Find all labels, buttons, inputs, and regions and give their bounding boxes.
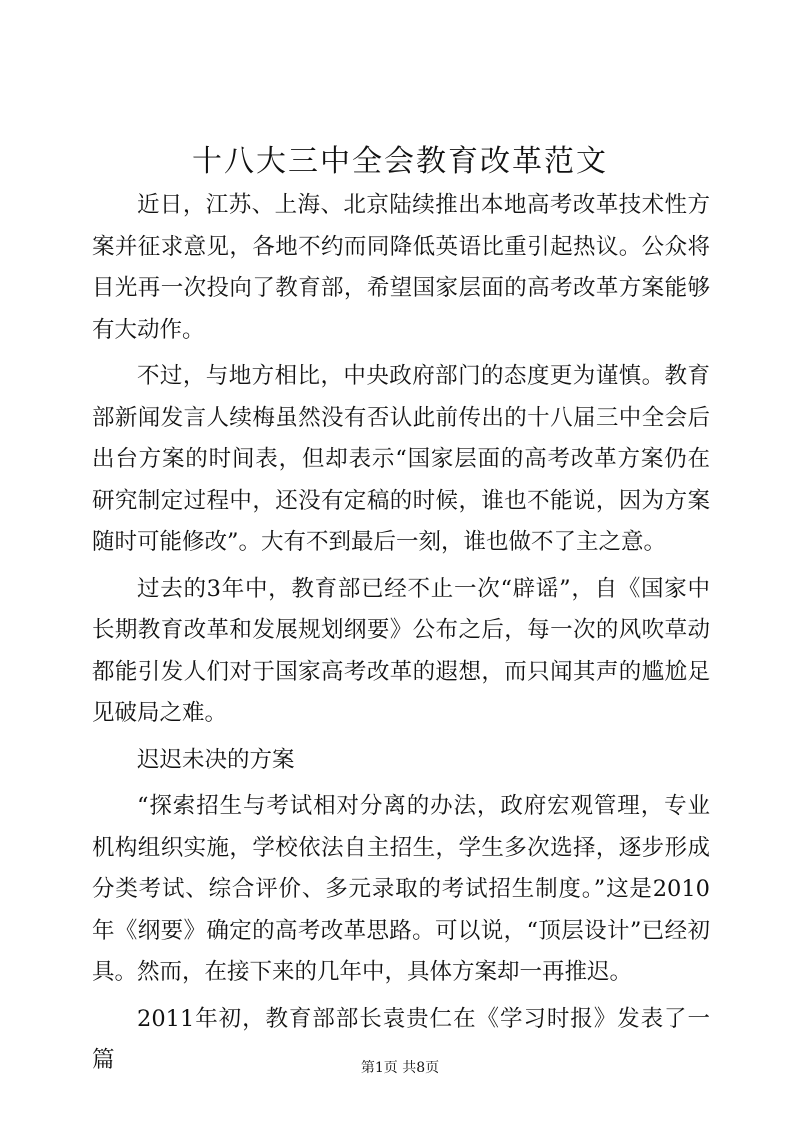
page-footer: 第1页 共8页 [360,1060,440,1076]
document-body [92,185,710,1087]
paragraph: 不过，与地方相比，中央政府部门的态度更为谨慎。教育部新闻发言人续梅虽然没有否认此前传出的十八届三中全会后出台方案的时间表，但却表示“国家层面的高考改革方案仍在研究制定过程中，还没有定稿的时候，谁也不能说，因为方案随时可能修改”。大有不到最后一刻，谁也做不了主之意。 [92,363,710,555]
paragraph: “探索招生与考试相对分离的办法，政府宏观管理，专业机构组织实施，学校依法自主招生，学生多次选择，逐步形成分类考试、综合评价、多元录取的考试招生制度。”这是2010年《纲要》确定的高考改革思路。可以说，“顶层设计”已经初具。然而，在接下来的几年中，具体方案却一再推迟。 [92,793,710,985]
paragraph: 2011年初，教育部部长袁贵仁在《学习时报》发表了一篇 [92,1005,710,1073]
section-heading: 迟迟未决的方案 [137,746,295,773]
document-title: 十八大三中全会教育改革范文 [192,144,608,179]
paragraph: 过去的3年中，教育部已经不止一次“辟谣”，自《国家中长期教育改革和发展规划纲要》公布之后，每一次的风吹草动都能引发人们对于国家高考改革的遐想，而只闻其声的尴尬足见破局之难。 [92,575,710,726]
paragraph: 近日，江苏、上海、北京陆续推出本地高考改革技术性方案并征求意见，各地不约而同降低英语比重引起热议。公众将目光再一次投向了教育部，希望国家层面的高考改革方案能够有大动作。 [92,192,710,343]
